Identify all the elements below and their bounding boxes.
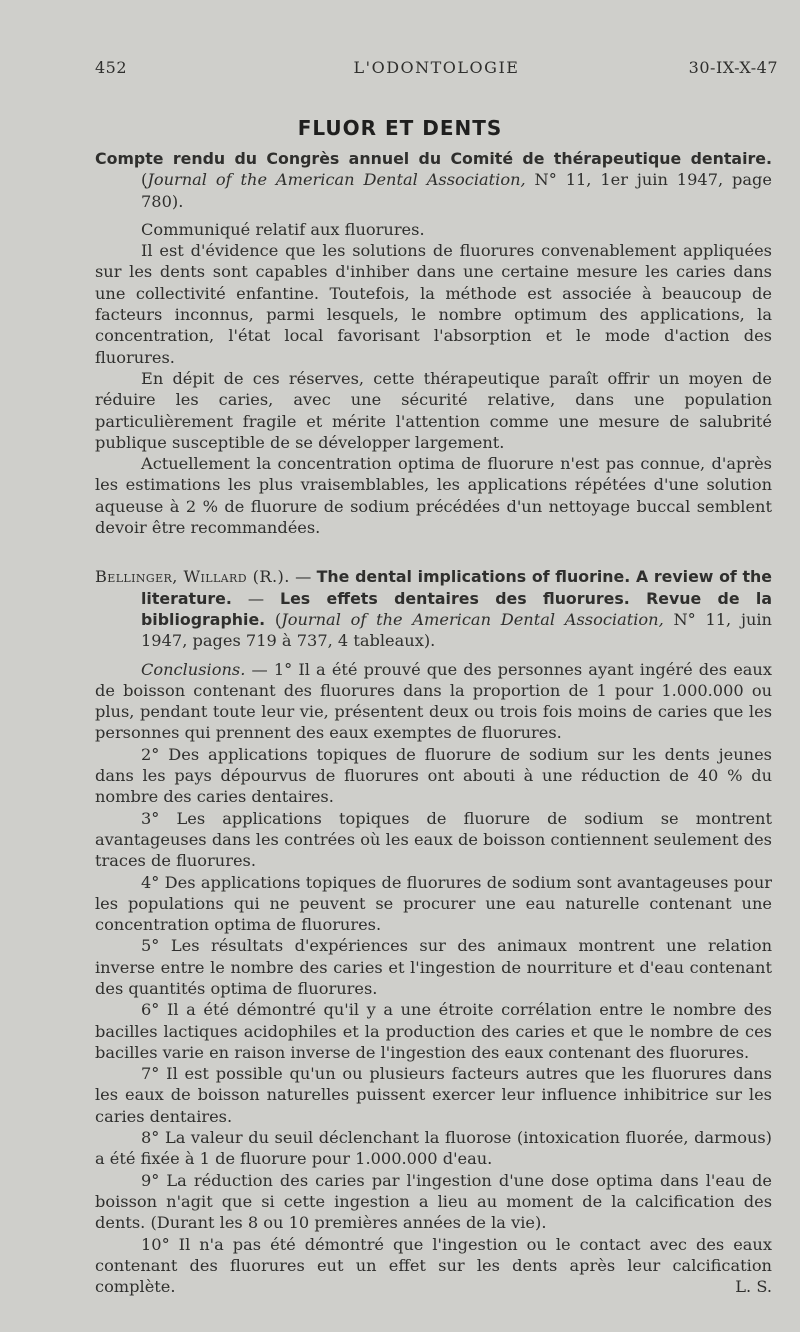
article1-title: Compte rendu du Congrès annuel du Comité de thérapeutique dentaire.: [95, 149, 772, 168]
article1-source-open: (: [141, 170, 148, 190]
conclusion-text: 10° Il n'a pas été démontré que l'ingestion ou le contact avec des eaux contenant des fluorures eut un effet sur les dents après leur calcification complète.: [95, 1234, 772, 1297]
journal-title: L'ODONTOLOGIE: [353, 58, 520, 77]
article1-paragraph: En dépit de ces réserves, cette thérapeutique paraît offrir un moyen de réduire les caries, avec une sécurité relative, dans une population particulièrement fragile et mérite l'attention comme une mesure de salubrité publique susceptible de se développer largement.: [95, 368, 772, 452]
conclusion-item: [95, 659, 772, 744]
section-title: FLUOR ET DENTS: [297, 116, 503, 140]
article2-source-open: (: [265, 609, 282, 629]
article2-dash2: —: [231, 588, 281, 608]
conclusion-item: 5° Les résultats d'expériences sur des animaux montrent une relation inverse entre le nombre des caries et l'ingestion de nourriture et d'eau contenant des quantités optima de fluorures.: [95, 936, 772, 998]
conclusion-item: 7° Il est possible qu'un ou plusieurs facteurs autres que les fluorures dans les eaux de boisson naturelles puissent exercer leur influence inhibitrice sur les caries dentaires.: [95, 1064, 772, 1126]
issue-date: 30-IX-X-47: [688, 58, 778, 77]
conclusion-text: 1° Il a été prouvé que des personnes ayant ingéré des eaux de boisson contenant des fluorures dans la proportion de 1 pour 1.000.000 ou plus, pendant toute leur vie, présentent deux ou trois fois moins de caries que les personnes qui prennent des eaux exemptes de fluorures.: [95, 659, 772, 743]
conclusion-item: 6° Il a été démontré qu'il y a une étroite corrélation entre le nombre des bacilles lactiques acidophiles et la production des caries et que le nombre de ces bacilles varie en raison inverse de l'ingestion des eaux contenant des fluorures.: [95, 1000, 772, 1062]
article1-paragraph: Communiqué relatif aux fluorures.: [141, 219, 425, 239]
conclusion-item: 8° La valeur du seuil déclenchant la fluorose (intoxication fluorée, darmous) a été fixée à 1 de fluorure pour 1.000.000 d'eau.: [95, 1128, 772, 1169]
body-text: [95, 148, 772, 1297]
conclusion-item: [95, 1234, 772, 1298]
conclusion-item: 2° Des applications topiques de fluorure de sodium sur les dents jeunes dans les pays dépourvus de fluorures ont abouti à une réduction de 40 % du nombre des caries dentaires.: [95, 744, 772, 807]
conclusion-item: 9° La réduction des caries par l'ingestion d'une dose optima dans l'eau de boisson n'agit que si cette ingestion a lieu au moment de la calcification des dents. (Durant les 8 ou 10 premières années de la vie).: [95, 1170, 772, 1233]
page-number: 452: [95, 58, 128, 77]
signature: L. S.: [735, 1277, 772, 1297]
article2-author: Bellinger, Willard (R.).: [95, 567, 290, 587]
article1-paragraph: Il est d'évidence que les solutions de fluorures convenablement appliquées sur les dents sont capables d'inhiber dans une certaine mesure les caries dans une collectivité enfantine. Toutefois, la méthode est associée à beaucoup de facteurs inconnus, parmi lesquels, le nombre optimum des applications, la concentration, l'état local favorisant l'absorption et le mode d'action des fluorures.: [95, 241, 772, 367]
article2-title-en: The dental implications of fluorine. A review of the literature.: [141, 567, 773, 608]
article2-journal-name: Journal of the American Dental Association,: [281, 609, 664, 629]
conclusions-label: Conclusions.: [141, 659, 246, 679]
article2-dash1: —: [289, 567, 317, 587]
article1-paragraph: Actuellement la concentration optima de fluorure n'est pas connue, d'après les estimations les plus vraisemblables, les applications répétées d'une solution aqueuse à 2 % de fluorure de sodium précédées d'un nettoyage buccal semblent devoir être recommandées.: [95, 454, 772, 538]
conclusion-item: 3° Les applications topiques de fluorure de sodium se montrent avantageuses dans les contrées où les eaux de boisson contiennent seulement des traces de fluorures.: [95, 808, 772, 871]
article1-source-rest: N° 11, 1er juin 1947, page 780).: [141, 170, 772, 211]
article2-reference: [95, 566, 772, 651]
article1-journal-name: Journal of the American Dental Association,: [147, 170, 526, 190]
conclusions-dash: —: [245, 659, 274, 679]
running-head: [95, 58, 778, 82]
conclusion-item: 4° Des applications topiques de fluorures de sodium sont avantageuses pour les populations qui ne peuvent se procurer une eau naturelle contenant une concentration optima de fluorures.: [95, 872, 772, 935]
article2-source-rest: N° 11, juin 1947, pages 719 à 737, 4 tableaux).: [141, 609, 772, 651]
article1-reference: [95, 148, 772, 212]
article2-title-fr: Les effets dentaires des fluorures. Revue de la bibliographie.: [141, 588, 772, 629]
